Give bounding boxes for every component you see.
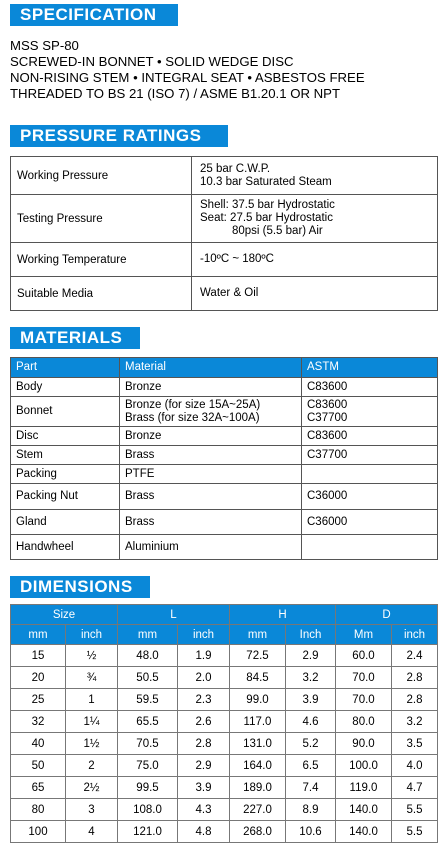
table-row (11, 821, 438, 843)
dimension-cell: 50 (11, 755, 66, 777)
dimension-cell: 164.0 (230, 755, 286, 777)
dimension-cell: 2.0 (178, 667, 230, 689)
material-cell: Brass (120, 510, 302, 535)
pressure-label: Suitable Media (11, 277, 192, 311)
dimension-cell: 5.5 (392, 821, 438, 843)
dimension-cell: 2.4 (392, 645, 438, 667)
astm-line: C83600 (307, 399, 348, 411)
pressure-value (192, 157, 438, 195)
dimension-cell: 72.5 (230, 645, 286, 667)
materials-heading: MATERIALS (10, 327, 140, 349)
dimension-cell: 65.5 (118, 711, 178, 733)
specification-text (10, 38, 365, 102)
dimension-cell: 20 (11, 667, 66, 689)
unit-header: mm (11, 625, 66, 645)
material-cell: Brass (120, 446, 302, 465)
dimension-cell: 60.0 (336, 645, 392, 667)
dimension-cell: 3 (66, 799, 118, 821)
spec-line: SCREWED-IN BONNET • SOLID WEDGE DISC (10, 54, 294, 69)
group-header-h: H (230, 605, 336, 625)
value-line: 25 bar C.W.P. (200, 162, 271, 175)
group-header-size: Size (11, 605, 118, 625)
col-header-part: Part (11, 358, 120, 378)
dimension-cell: 140.0 (336, 799, 392, 821)
part-cell: Packing Nut (11, 484, 120, 510)
dimension-cell: 2.9 (286, 645, 336, 667)
table-row (11, 711, 438, 733)
dimension-cell: 4.0 (392, 755, 438, 777)
dimension-cell: 70.0 (336, 667, 392, 689)
astm-cell: C83600 (302, 427, 438, 446)
dimension-cell: 2.8 (392, 689, 438, 711)
dimension-cell: ¾ (66, 667, 118, 689)
dimension-cell: 4 (66, 821, 118, 843)
dimension-cell: 4.7 (392, 777, 438, 799)
value-line: Seat: 27.5 bar Hydrostatic (200, 212, 333, 224)
dimension-cell: 2 (66, 755, 118, 777)
dimensions-body (11, 645, 438, 843)
dimension-cell: 2.3 (178, 689, 230, 711)
table-row (11, 397, 438, 427)
dimensions-unit-header-row (11, 625, 438, 645)
table-row (11, 689, 438, 711)
part-cell: Gland (11, 510, 120, 535)
dimension-cell: 99.0 (230, 689, 286, 711)
dimension-cell: 2½ (66, 777, 118, 799)
dimension-cell: 5.5 (392, 799, 438, 821)
dimension-cell: 7.4 (286, 777, 336, 799)
specification-heading: SPECIFICATION (10, 4, 178, 26)
pressure-value (192, 195, 438, 243)
material-cell: Bronze (120, 378, 302, 397)
table-row (11, 378, 438, 397)
pressure-label: Working Temperature (11, 243, 192, 277)
astm-cell (302, 465, 438, 484)
table-row (11, 645, 438, 667)
part-cell: Body (11, 378, 120, 397)
spec-line: THREADED TO BS 21 (ISO 7) / ASME B1.20.1 OR NPT (10, 86, 341, 101)
pressure-ratings-table (10, 156, 438, 311)
astm-cell: C83600 (302, 378, 438, 397)
pressure-row (11, 157, 438, 195)
material-cell: Bronze (120, 427, 302, 446)
material-cell: Brass (120, 484, 302, 510)
dimension-cell: 48.0 (118, 645, 178, 667)
pressure-label: Working Pressure (11, 157, 192, 195)
table-row (11, 667, 438, 689)
dimension-cell: 25 (11, 689, 66, 711)
materials-table (10, 357, 438, 560)
table-row (11, 733, 438, 755)
dimension-cell: 84.5 (230, 667, 286, 689)
astm-cell (302, 535, 438, 560)
dimension-cell: 3.9 (178, 777, 230, 799)
dimension-cell: ½ (66, 645, 118, 667)
dimension-cell: 117.0 (230, 711, 286, 733)
group-header-d: D (336, 605, 438, 625)
dimension-cell: 1 (66, 689, 118, 711)
pressure-row (11, 277, 438, 311)
col-header-astm: ASTM (302, 358, 438, 378)
dimension-cell: 99.5 (118, 777, 178, 799)
dimension-cell: 32 (11, 711, 66, 733)
spec-line: MSS SP-80 (10, 38, 79, 53)
dimension-cell: 4.6 (286, 711, 336, 733)
dimension-cell: 70.0 (336, 689, 392, 711)
dimension-cell: 100 (11, 821, 66, 843)
pressure-label: Testing Pressure (11, 195, 192, 243)
dimension-cell: 100.0 (336, 755, 392, 777)
astm-cell: C37700 (302, 446, 438, 465)
pressure-value: Water & Oil (192, 277, 438, 311)
table-row (11, 446, 438, 465)
dimension-cell: 80 (11, 799, 66, 821)
dimension-cell: 90.0 (336, 733, 392, 755)
material-line: Brass (for size 32A~100A) (125, 411, 260, 424)
dimension-cell: 15 (11, 645, 66, 667)
part-cell: Handwheel (11, 535, 120, 560)
material-line: Bronze (for size 15A~25A) (125, 399, 261, 411)
astm-cell (302, 397, 438, 427)
table-row (11, 755, 438, 777)
dimension-cell: 119.0 (336, 777, 392, 799)
dimension-cell: 1.9 (178, 645, 230, 667)
dimension-cell: 80.0 (336, 711, 392, 733)
dimension-cell: 2.8 (178, 733, 230, 755)
value-line: 10.3 bar Saturated Steam (200, 175, 332, 188)
unit-header: inch (178, 625, 230, 645)
dimension-cell: 65 (11, 777, 66, 799)
dimension-cell: 4.3 (178, 799, 230, 821)
dimension-cell: 108.0 (118, 799, 178, 821)
table-row (11, 510, 438, 535)
table-row (11, 799, 438, 821)
dimension-cell: 5.2 (286, 733, 336, 755)
dimension-cell: 6.5 (286, 755, 336, 777)
dimensions-heading: DIMENSIONS (10, 576, 150, 598)
dimensions-group-header-row (11, 605, 438, 625)
unit-header: inch (66, 625, 118, 645)
value-line: Shell: 37.5 bar Hydrostatic (200, 199, 335, 211)
dimension-cell: 227.0 (230, 799, 286, 821)
pressure-row (11, 243, 438, 277)
part-cell: Disc (11, 427, 120, 446)
materials-header-row (11, 358, 438, 378)
dimension-cell: 3.2 (286, 667, 336, 689)
material-cell: PTFE (120, 465, 302, 484)
unit-header: mm (118, 625, 178, 645)
dimension-cell: 50.5 (118, 667, 178, 689)
dimension-cell: 2.9 (178, 755, 230, 777)
astm-cell: C36000 (302, 510, 438, 535)
dimension-cell: 40 (11, 733, 66, 755)
table-row (11, 484, 438, 510)
table-row (11, 427, 438, 446)
dimension-cell: 131.0 (230, 733, 286, 755)
pressure-row (11, 195, 438, 243)
dimension-cell: 1½ (66, 733, 118, 755)
material-cell: Aluminium (120, 535, 302, 560)
dimension-cell: 59.5 (118, 689, 178, 711)
dimension-cell: 3.9 (286, 689, 336, 711)
dimension-cell: 70.5 (118, 733, 178, 755)
dimension-cell: 75.0 (118, 755, 178, 777)
dimension-cell: 10.6 (286, 821, 336, 843)
astm-cell: C36000 (302, 484, 438, 510)
astm-line: C37700 (307, 411, 348, 424)
unit-header: inch (392, 625, 438, 645)
spec-line: NON-RISING STEM • INTEGRAL SEAT • ASBESTOS FREE (10, 70, 365, 85)
dimension-cell: 4.8 (178, 821, 230, 843)
dimension-cell: 121.0 (118, 821, 178, 843)
dimension-cell: 2.8 (392, 667, 438, 689)
value-line: 80psi (5.5 bar) Air (200, 225, 323, 237)
table-row (11, 535, 438, 560)
unit-header: Inch (286, 625, 336, 645)
group-header-l: L (118, 605, 230, 625)
table-row (11, 465, 438, 484)
dimension-cell: 8.9 (286, 799, 336, 821)
dimensions-table (10, 604, 438, 843)
part-cell: Stem (11, 446, 120, 465)
unit-header: mm (230, 625, 286, 645)
dimension-cell: 3.5 (392, 733, 438, 755)
dimension-cell: 3.2 (392, 711, 438, 733)
material-cell (120, 397, 302, 427)
table-row (11, 777, 438, 799)
pressure-ratings-heading: PRESSURE RATINGS (10, 125, 228, 147)
dimension-cell: 268.0 (230, 821, 286, 843)
unit-header: Mm (336, 625, 392, 645)
part-cell: Packing (11, 465, 120, 484)
dimension-cell: 2.6 (178, 711, 230, 733)
dimension-cell: 189.0 (230, 777, 286, 799)
col-header-material: Material (120, 358, 302, 378)
part-cell: Bonnet (11, 397, 120, 427)
dimension-cell: 140.0 (336, 821, 392, 843)
pressure-value: -10ºC ~ 180ºC (192, 243, 438, 277)
dimension-cell: 1¼ (66, 711, 118, 733)
